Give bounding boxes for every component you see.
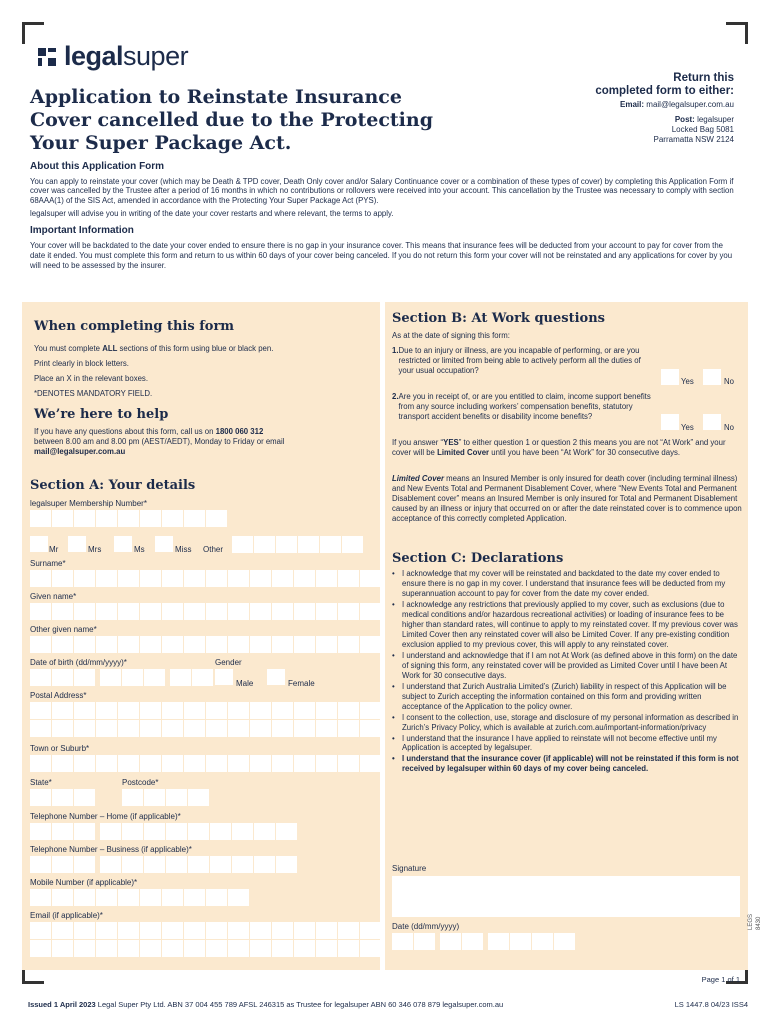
help-phone: 1800 060 312 <box>215 427 264 437</box>
postal-address-input-1[interactable] <box>30 702 381 719</box>
page-title: Application to Reinstate Insurance Cover cancelled due to the Protecting Your Super Package Act. <box>30 86 433 154</box>
limited-cover-text: means an Insured Member is only insured for death cover (including terminal illness) and New Events Total and Permanent Disablement Cover, where “New Events Total and Permanent Disablement cover” means an Insured Member is only insured for Total and Permanent Disablement caused by an illness or injury that occurred on or after the date reinstated cover is to commence upon acceptance of this correctly completed Application. <box>392 474 742 523</box>
completing-line4: *DENOTES MANDATORY FIELD. <box>34 389 153 399</box>
note-c: ” to either question 1 or question 2 this means you are not “At Work” and your cover will be <box>392 438 726 457</box>
title-other-input[interactable] <box>232 536 363 553</box>
declaration-item: • I acknowledge any restrictions that previously applied to my cover, such as exclusions (due to medical conditions and/or hazardous recreational activities) or loading of insurance fees to be higher than standard rates, will continue to apply to my reinstated cover. If my previous cover was Limited Cover then any reinstated cover will also be Limited Cover. If any pre-existing condition exclusion applied to my previous cover, this will apply to any reinstated cover. <box>390 600 742 650</box>
gender-male-label: Male <box>236 679 254 688</box>
postcode-input[interactable] <box>122 789 209 806</box>
note-a: If you answer “ <box>392 438 444 447</box>
question-1 <box>392 346 652 376</box>
note-yes: YES <box>443 438 459 447</box>
footer-issued: Issued 1 April 2023 <box>28 1000 96 1009</box>
declaration-item: • I understand that the insurance I have applied to reinstate will not become effective until my Application is accepted by legalsuper. <box>390 734 742 754</box>
tel-home-input[interactable] <box>30 823 297 840</box>
about-heading: About this Application Form <box>30 161 165 172</box>
postal-address-label: Postal Address* <box>30 691 87 700</box>
other-given-name-label: Other given name* <box>30 625 97 634</box>
title-mr-label: Mr <box>49 545 59 554</box>
completing-line1-a: You must complete <box>34 344 103 354</box>
return-form-block <box>504 72 734 145</box>
signature-box[interactable] <box>392 876 740 917</box>
email-input-2[interactable] <box>30 940 381 957</box>
gender-female-checkbox[interactable] <box>267 669 285 685</box>
other-given-name-input[interactable] <box>30 636 381 653</box>
declarations-list <box>390 569 742 775</box>
question-1-number: 1. <box>392 346 399 355</box>
given-name-input[interactable] <box>30 603 381 620</box>
email-field-label: Email (if applicable)* <box>30 911 103 920</box>
declaration-item: • I understand that Zurich Australia Limited’s (Zurich) liability in respect of this Application will be subject to Zurich accepting the information contained on this form and providing written acceptance of the Application to the policy owner. <box>390 682 742 712</box>
logo-mark-icon <box>36 46 58 68</box>
logo-text-light: super <box>123 41 189 71</box>
town-label: Town or Suburb* <box>30 744 90 753</box>
limited-cover-term: Limited Cover <box>392 474 444 483</box>
question-2 <box>392 392 652 422</box>
section-a <box>30 478 375 494</box>
signature-label: Signature <box>392 864 427 873</box>
tel-business-input[interactable] <box>30 856 297 873</box>
section-a-title: Section A: Your details <box>30 478 196 493</box>
post-line1: legalsuper <box>697 115 734 125</box>
page-number: Page 1 of 1 <box>701 975 740 984</box>
declaration-item: • I acknowledge that my cover will be reinstated and backdated to the date my cover ended to ensure there is no gap in my cover. I understand that insurance fees will be deducted from my superannuation account to pay for cover from the date my cover ended. <box>390 569 742 599</box>
important-heading: Important Information <box>30 225 134 237</box>
tel-business-label: Telephone Number – Business (if applicable)* <box>30 845 192 854</box>
limited-cover-definition <box>392 474 742 524</box>
right-panel <box>385 302 748 970</box>
q2-yes-checkbox[interactable] <box>661 414 679 430</box>
title-ms-label: Ms <box>134 545 145 554</box>
title-mr-checkbox[interactable] <box>30 536 48 552</box>
footer-code: LS 1447.8 04/23 ISS4 <box>674 1000 748 1009</box>
dob-label: Date of birth (dd/mm/yyyy)* <box>30 658 127 667</box>
gender-male-checkbox[interactable] <box>215 669 233 685</box>
completing-line1-b: ALL <box>102 344 118 354</box>
state-input[interactable] <box>30 789 95 806</box>
mobile-label: Mobile Number (if applicable)* <box>30 878 138 887</box>
surname-input[interactable] <box>30 570 381 587</box>
q2-yes-label: Yes <box>681 423 694 432</box>
help-line1-a: If you have any questions about this form, call us on <box>34 427 216 437</box>
declaration-item: • I understand and acknowledge that if I am not At Work (as defined above in this form) on the date of signing this form, any reinstated cover will be provided as Limited Cover until I have been At Work for 30 consecutive days. <box>390 651 742 681</box>
post-line2: Locked Bag 5081 <box>671 125 734 135</box>
q1-no-label: No <box>724 377 734 386</box>
declaration-item: • I consent to the collection, use, storage and disclosure of my personal information as described in Zurich’s Privacy Policy, which is available at zurich.com.au/important-information/privacy <box>390 713 742 733</box>
crop-mark-top-right <box>726 22 748 44</box>
declaration-item: • I understand that the insurance cover (if applicable) will not be reinstated if this form is not received by legalsuper within 60 days of my cover being canceled. <box>390 754 742 774</box>
post-label: Post: <box>674 115 695 125</box>
gender-female-label: Female <box>288 679 315 688</box>
side-code: LEGS 8430 <box>748 913 762 930</box>
email-input-1[interactable] <box>30 922 381 939</box>
date-input[interactable] <box>392 933 575 950</box>
title-mrs-label: Mrs <box>88 545 102 554</box>
q2-no-checkbox[interactable] <box>703 414 721 430</box>
completing-heading: When completing this form <box>34 319 235 334</box>
gender-label: Gender <box>215 658 242 667</box>
q1-yes-label: Yes <box>681 377 694 386</box>
email-label: Email: <box>620 100 645 110</box>
note-limited: Limited Cover <box>437 447 490 457</box>
surname-label: Surname* <box>30 559 66 568</box>
q1-no-checkbox[interactable] <box>703 369 721 385</box>
postal-address-input-2[interactable] <box>30 720 381 737</box>
title-other-label: Other <box>203 545 224 554</box>
help-heading: We’re here to help <box>34 407 169 423</box>
dob-input[interactable] <box>30 669 213 686</box>
completing-line1-c: sections of this form using blue or black pen. <box>117 344 274 354</box>
section-b-title: Section B: At Work questions <box>392 311 605 326</box>
title-options <box>30 536 370 556</box>
title-miss-label: Miss <box>175 545 192 554</box>
town-input[interactable] <box>30 755 381 772</box>
membership-input[interactable] <box>30 510 227 527</box>
about-para-2: legalsuper will advise you in writing of the date your cover restarts and where relevant, the terms to apply. <box>30 209 394 219</box>
q1-yes-checkbox[interactable] <box>661 369 679 385</box>
given-name-label: Given name* <box>30 592 77 601</box>
left-panel <box>22 302 380 970</box>
completing-line3: Place an X in the relevant boxes. <box>34 374 148 384</box>
about-section <box>30 161 740 271</box>
tel-home-label: Telephone Number – Home (if applicable)* <box>30 812 181 821</box>
post-line3: Parramatta NSW 2124 <box>653 135 734 145</box>
state-label: State* <box>30 778 52 787</box>
question-2-number: 2. <box>392 392 399 401</box>
title-miss-checkbox[interactable] <box>155 536 173 552</box>
footer <box>28 1000 503 1009</box>
help-email: mail@legalsuper.com.au <box>34 447 126 457</box>
help-line2: between 8.00 am and 8.00 pm (AEST/AEDT), Monday to Friday or email <box>34 437 285 447</box>
return-heading-1: Return this <box>673 72 734 84</box>
footer-text: Legal Super Pty Ltd. ABN 37 004 455 789 AFSL 246315 as Trustee for legalsuper ABN 60 346 078 879 legalsuper.com.au <box>95 1000 504 1009</box>
postcode-label: Postcode* <box>122 778 159 787</box>
at-work-note <box>392 438 742 458</box>
legalsuper-logo <box>36 40 188 74</box>
note-e: until you have been “At Work” for 30 consecutive days. <box>489 447 681 457</box>
question-2-text: Are you in receipt of, or are you entitled to claim, income support benefits from any source including workers’ compensation benefits, statutory transport accident benefits or disability income benefits? <box>398 392 651 421</box>
completing-line2: Print clearly in block letters. <box>34 359 129 369</box>
title-mrs-checkbox[interactable] <box>68 536 86 552</box>
section-c-title: Section C: Declarations <box>392 551 564 566</box>
about-para-1: You can apply to reinstate your cover (which may be Death & TPD cover, Death Only cover and/or Salary Continuance cover or a combination of these types of cover) by completing this Application Form if cover was cancelled by the Trustee after a period of 16 months in which no contributions or rollovers were received into your account. This cancellation by the Trustee was necessary to comply with section 68AAA(1) of the SIS Act, amended in accordance with the Protecting Your Super Package Act (PYS). <box>30 176 734 206</box>
section-b-intro: As at the date of signing this form: <box>392 331 510 341</box>
return-heading-2: completed form to either: <box>595 84 734 97</box>
logo-text-bold: legal <box>64 41 124 71</box>
title-ms-checkbox[interactable] <box>114 536 132 552</box>
question-1-text: Due to an injury or illness, are you incapable of performing, or are you restricted or limited from being able to actively perform all the duties of your usual occupation? <box>398 346 641 375</box>
email-value: mail@legalsuper.com.au <box>646 100 734 110</box>
important-para: Your cover will be backdated to the date your cover ended to ensure there is no gap in your insurance cover. This means that insurance fees will be deducted from your account to pay for cover from the date it ended. You must complete this form and return to us within 60 days of your cover being canceled. If you do not return this form your cover will not be reinstated and any applications for cover by you will need to be assessed by the insurer. <box>30 240 733 270</box>
membership-label: legalsuper Membership Number* <box>30 499 147 508</box>
q2-no-label: No <box>724 423 734 432</box>
date-label: Date (dd/mm/yyyy) <box>392 922 460 931</box>
mobile-input[interactable] <box>30 889 249 906</box>
